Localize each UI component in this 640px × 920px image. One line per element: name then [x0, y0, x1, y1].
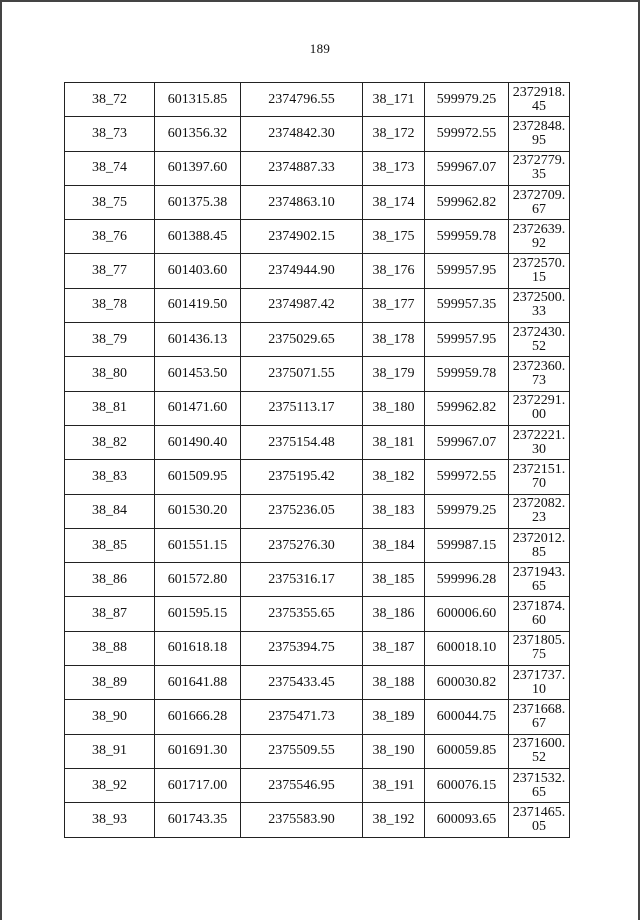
table-cell-point-id-right: 38_186: [363, 597, 425, 631]
table-cell-x-coord-right: 599972.55: [425, 460, 509, 494]
table-cell-point-id-right: 38_179: [363, 357, 425, 391]
table-cell-point-id-right: 38_178: [363, 323, 425, 357]
table-cell-point-id-right: 38_190: [363, 734, 425, 768]
table-row: [65, 254, 570, 288]
table-cell-x-coord-right: 600018.10: [425, 631, 509, 665]
table-cell-point-id-right: 38_191: [363, 768, 425, 802]
table-cell-x-coord-left: 601691.30: [155, 734, 241, 768]
table-cell-y-coord-left: 2375029.65: [241, 323, 363, 357]
table-cell-point-id-right: 38_185: [363, 563, 425, 597]
table-cell-x-coord-left: 601388.45: [155, 220, 241, 254]
table-cell-y-coord-right: 2371532.65: [509, 768, 570, 802]
table-cell-y-coord-right: 2372848.95: [509, 117, 570, 151]
table-cell-x-coord-left: 601356.32: [155, 117, 241, 151]
table-cell-point-id-left: 38_85: [65, 528, 155, 562]
table-cell-y-coord-left: 2375471.73: [241, 700, 363, 734]
table-cell-y-coord-left: 2375195.42: [241, 460, 363, 494]
table-cell-x-coord-left: 601509.95: [155, 460, 241, 494]
table-cell-point-id-left: 38_74: [65, 151, 155, 185]
table-cell-x-coord-left: 601397.60: [155, 151, 241, 185]
table-row: [65, 357, 570, 391]
table-cell-point-id-left: 38_72: [65, 83, 155, 117]
table-cell-y-coord-left: 2375433.45: [241, 666, 363, 700]
table-cell-y-coord-left: 2374796.55: [241, 83, 363, 117]
table-cell-y-coord-left: 2375113.17: [241, 391, 363, 425]
table-cell-y-coord-left: 2374944.90: [241, 254, 363, 288]
table-cell-y-coord-left: 2375546.95: [241, 768, 363, 802]
table-cell-point-id-left: 38_80: [65, 357, 155, 391]
table-cell-x-coord-right: 599979.25: [425, 494, 509, 528]
table-cell-y-coord-right: 2371874.60: [509, 597, 570, 631]
table-cell-y-coord-left: 2375316.17: [241, 563, 363, 597]
table-cell-y-coord-right: 2371600.52: [509, 734, 570, 768]
table-row: [65, 323, 570, 357]
table-cell-y-coord-left: 2375394.75: [241, 631, 363, 665]
table-cell-x-coord-right: 600044.75: [425, 700, 509, 734]
table-cell-x-coord-left: 601315.85: [155, 83, 241, 117]
coordinates-table: [64, 82, 570, 838]
table-cell-point-id-right: 38_183: [363, 494, 425, 528]
table-cell-x-coord-left: 601419.50: [155, 288, 241, 322]
table-cell-x-coord-right: 599962.82: [425, 185, 509, 219]
table-cell-y-coord-right: 2371737.10: [509, 666, 570, 700]
table-cell-point-id-left: 38_87: [65, 597, 155, 631]
table-cell-point-id-left: 38_83: [65, 460, 155, 494]
table-cell-point-id-left: 38_88: [65, 631, 155, 665]
table-cell-y-coord-left: 2375071.55: [241, 357, 363, 391]
table-cell-y-coord-right: 2372430.52: [509, 323, 570, 357]
table-cell-y-coord-left: 2375583.90: [241, 803, 363, 837]
scan-border-left: [0, 0, 2, 920]
table-cell-point-id-left: 38_89: [65, 666, 155, 700]
table-row: [65, 460, 570, 494]
table-cell-point-id-right: 38_192: [363, 803, 425, 837]
table-cell-y-coord-right: 2372639.92: [509, 220, 570, 254]
table-row: [65, 631, 570, 665]
table-cell-y-coord-right: 2371805.75: [509, 631, 570, 665]
table-cell-point-id-right: 38_187: [363, 631, 425, 665]
table-cell-point-id-left: 38_77: [65, 254, 155, 288]
table-cell-point-id-left: 38_79: [65, 323, 155, 357]
table-row: [65, 391, 570, 425]
table-cell-point-id-left: 38_76: [65, 220, 155, 254]
table-cell-y-coord-right: 2372918.45: [509, 83, 570, 117]
table-cell-y-coord-left: 2375154.48: [241, 425, 363, 459]
table-cell-point-id-right: 38_171: [363, 83, 425, 117]
table-cell-x-coord-right: 599957.35: [425, 288, 509, 322]
table-cell-x-coord-right: 599959.78: [425, 357, 509, 391]
table-cell-y-coord-right: 2372709.67: [509, 185, 570, 219]
table-cell-x-coord-right: 600006.60: [425, 597, 509, 631]
table-row: [65, 288, 570, 322]
table-cell-y-coord-right: 2372012.85: [509, 528, 570, 562]
table-row: [65, 185, 570, 219]
table-cell-point-id-left: 38_90: [65, 700, 155, 734]
table-row: [65, 700, 570, 734]
table-cell-y-coord-left: 2375236.05: [241, 494, 363, 528]
table-cell-x-coord-right: 599979.25: [425, 83, 509, 117]
table-cell-y-coord-right: 2372500.33: [509, 288, 570, 322]
table-row: [65, 734, 570, 768]
table-cell-point-id-left: 38_75: [65, 185, 155, 219]
table-cell-x-coord-left: 601743.35: [155, 803, 241, 837]
table-cell-y-coord-right: 2372221.30: [509, 425, 570, 459]
table-cell-point-id-right: 38_184: [363, 528, 425, 562]
table-cell-y-coord-left: 2374863.10: [241, 185, 363, 219]
table-cell-point-id-right: 38_175: [363, 220, 425, 254]
table-cell-y-coord-left: 2374987.42: [241, 288, 363, 322]
table-cell-x-coord-right: 599967.07: [425, 151, 509, 185]
table-cell-point-id-left: 38_81: [65, 391, 155, 425]
table-cell-point-id-left: 38_93: [65, 803, 155, 837]
table-cell-point-id-right: 38_188: [363, 666, 425, 700]
table-cell-point-id-left: 38_92: [65, 768, 155, 802]
table-cell-y-coord-left: 2375355.65: [241, 597, 363, 631]
table-row: [65, 220, 570, 254]
table-cell-x-coord-right: 600076.15: [425, 768, 509, 802]
table-cell-x-coord-left: 601375.38: [155, 185, 241, 219]
table-row: [65, 666, 570, 700]
table-cell-y-coord-right: 2372291.00: [509, 391, 570, 425]
table-cell-x-coord-left: 601641.88: [155, 666, 241, 700]
table-cell-x-coord-right: 600093.65: [425, 803, 509, 837]
scan-border-top: [0, 0, 640, 2]
table-row: [65, 117, 570, 151]
table-cell-point-id-left: 38_84: [65, 494, 155, 528]
table-row: [65, 803, 570, 837]
table-cell-x-coord-right: 600059.85: [425, 734, 509, 768]
table-row: [65, 494, 570, 528]
table-cell-y-coord-right: 2372779.35: [509, 151, 570, 185]
table-cell-point-id-left: 38_86: [65, 563, 155, 597]
table-cell-point-id-right: 38_174: [363, 185, 425, 219]
table-row: [65, 597, 570, 631]
table-cell-x-coord-right: 599957.95: [425, 254, 509, 288]
table-cell-x-coord-left: 601471.60: [155, 391, 241, 425]
table-cell-x-coord-right: 599972.55: [425, 117, 509, 151]
table-cell-x-coord-right: 599959.78: [425, 220, 509, 254]
table-cell-x-coord-left: 601490.40: [155, 425, 241, 459]
table-cell-y-coord-left: 2374842.30: [241, 117, 363, 151]
table-cell-x-coord-left: 601666.28: [155, 700, 241, 734]
table-cell-point-id-right: 38_176: [363, 254, 425, 288]
table-cell-x-coord-left: 601717.00: [155, 768, 241, 802]
table-cell-point-id-left: 38_73: [65, 117, 155, 151]
table-cell-point-id-left: 38_82: [65, 425, 155, 459]
table-cell-y-coord-right: 2372360.73: [509, 357, 570, 391]
table-row: [65, 83, 570, 117]
table-cell-x-coord-right: 599996.28: [425, 563, 509, 597]
table-cell-y-coord-left: 2374902.15: [241, 220, 363, 254]
table-cell-y-coord-left: 2375509.55: [241, 734, 363, 768]
table-cell-x-coord-right: 599987.15: [425, 528, 509, 562]
table-cell-x-coord-right: 599962.82: [425, 391, 509, 425]
table-cell-x-coord-left: 601551.15: [155, 528, 241, 562]
table-cell-y-coord-right: 2371943.65: [509, 563, 570, 597]
table-cell-x-coord-left: 601453.50: [155, 357, 241, 391]
table-cell-x-coord-right: 599957.95: [425, 323, 509, 357]
coordinates-table-body: [65, 83, 570, 838]
table-cell-point-id-right: 38_177: [363, 288, 425, 322]
table-row: [65, 528, 570, 562]
table-cell-point-id-right: 38_189: [363, 700, 425, 734]
table-cell-x-coord-left: 601595.15: [155, 597, 241, 631]
table-cell-x-coord-left: 601403.60: [155, 254, 241, 288]
table-row: [65, 563, 570, 597]
table-cell-y-coord-right: 2372570.15: [509, 254, 570, 288]
table-cell-point-id-left: 38_91: [65, 734, 155, 768]
table-cell-y-coord-left: 2374887.33: [241, 151, 363, 185]
table-cell-y-coord-right: 2371668.67: [509, 700, 570, 734]
table-row: [65, 768, 570, 802]
table-cell-point-id-left: 38_78: [65, 288, 155, 322]
table-cell-point-id-right: 38_181: [363, 425, 425, 459]
table-cell-x-coord-right: 599967.07: [425, 425, 509, 459]
table-cell-y-coord-right: 2372151.70: [509, 460, 570, 494]
table-cell-x-coord-right: 600030.82: [425, 666, 509, 700]
table-cell-x-coord-left: 601572.80: [155, 563, 241, 597]
table-cell-x-coord-left: 601530.20: [155, 494, 241, 528]
table-cell-x-coord-left: 601436.13: [155, 323, 241, 357]
table-cell-y-coord-left: 2375276.30: [241, 528, 363, 562]
page-number: 189: [309, 41, 331, 56]
table-cell-point-id-right: 38_172: [363, 117, 425, 151]
table-cell-y-coord-right: 2372082.23: [509, 494, 570, 528]
table-cell-x-coord-left: 601618.18: [155, 631, 241, 665]
table-row: [65, 151, 570, 185]
table-cell-point-id-right: 38_182: [363, 460, 425, 494]
table-cell-point-id-right: 38_180: [363, 391, 425, 425]
table-cell-y-coord-right: 2371465.05: [509, 803, 570, 837]
table-row: [65, 425, 570, 459]
table-cell-point-id-right: 38_173: [363, 151, 425, 185]
